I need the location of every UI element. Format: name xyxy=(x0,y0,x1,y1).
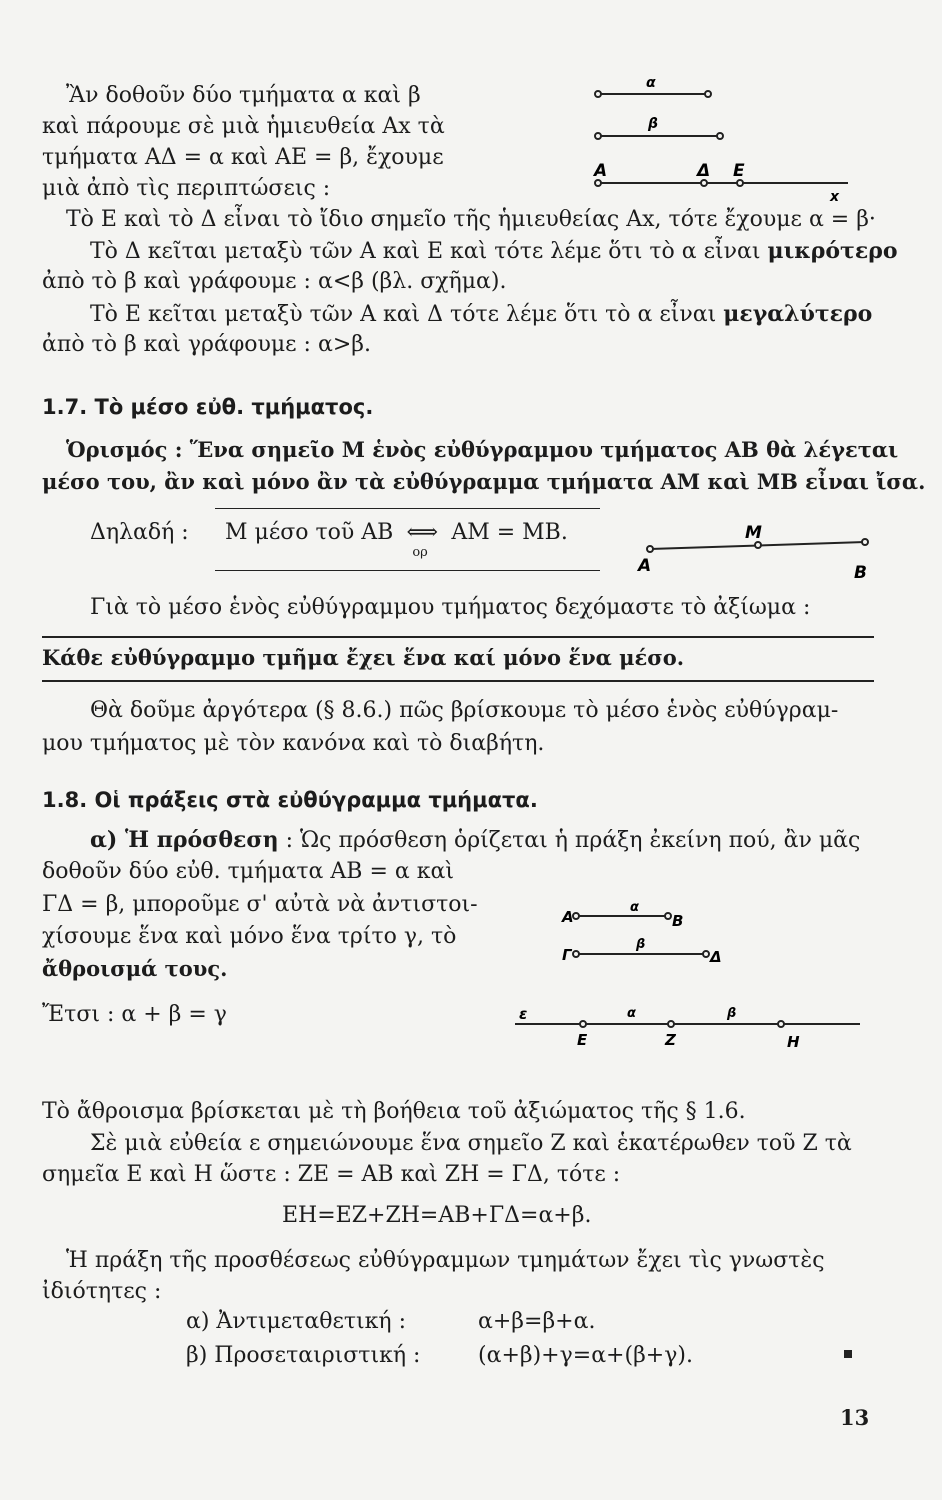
bold-smaller: μικρότερο xyxy=(767,238,898,264)
fig3-label-D: Δ xyxy=(710,948,722,966)
fig3-label-a: α xyxy=(630,900,639,915)
commutative-label: α) Ἀντιμεταθετική : xyxy=(186,1309,406,1334)
fig4-label-H: Η xyxy=(787,1033,800,1051)
intro-line-2: καὶ πάρουμε σὲ μιὰ ἡμιευθεία Ax τὰ xyxy=(42,114,445,139)
axiom-statement: Κάθε εὐθύγραμμο τμῆμα ἔχει ἕνα καί μόνο ἕνα μέσο. xyxy=(42,645,685,670)
addition-line-4: χίσουμε ἕνα καὶ μόνο ἕνα τρίτο γ, τὸ xyxy=(42,924,457,949)
intro-line-3: τμήματα ΑΔ = α καὶ ΑΕ = β, ἔχουμε xyxy=(42,145,444,170)
fig2-label-B: Β xyxy=(854,563,867,583)
iff-label: ορ xyxy=(412,545,428,560)
fig2-label-A: Α xyxy=(638,556,652,576)
axiom-intro: Γιὰ τὸ μέσο ἑνὸς εὐθύγραμμου τμήματος δεχόμαστε τὸ ἀξίωμα : xyxy=(90,595,811,620)
addition-line-2: δοθοῦν δύο εὐθ. τμήματα ΑΒ = α καὶ xyxy=(42,859,454,884)
later-line-1: Θὰ δοῦμε ἀργότερα (§ 8.6.) πῶς βρίσκουμε τὸ μέσο ἑνὸς εὐθύγραμ- xyxy=(90,698,839,723)
properties-line-1: Ἡ πράξη τῆς προσθέσεως εὐθύγραμμων τμημάτων ἔχει τὶς γνωστὲς xyxy=(66,1248,825,1273)
addition-line-3: ΓΔ = β, μποροῦμε σ' αὐτὰ νὰ ἀντιστοι- xyxy=(42,892,478,917)
formula-bottom-rule xyxy=(215,570,600,571)
iff-arrow: ⟺ xyxy=(406,520,439,545)
section-1-7-heading: 1.7. Τὸ μέσο εὐθ. τμήματος. xyxy=(42,395,374,419)
fig1-label-b: β xyxy=(648,116,659,132)
figure-sum-line xyxy=(515,1005,865,1055)
namely-label: Δηλαδή : xyxy=(90,520,189,545)
sum-line-3: σημεῖα Ε καὶ Η ὥστε : ΖΕ = ΑΒ καὶ ΖΗ = ΓΔ, τότε : xyxy=(42,1162,621,1187)
fig3-label-A: Α xyxy=(562,908,574,926)
properties-line-2: ἰδιότητες : xyxy=(42,1279,162,1304)
section-1-8-heading: 1.8. Οἱ πράξεις στὰ εὐθύγραμμα τμήματα. xyxy=(42,788,538,812)
intro-line-8: Τὸ Ε κεῖται μεταξὺ τῶν Α καὶ Δ τότε λέμε ὅτι τὸ α εἶναι μεγαλύτερο xyxy=(90,301,873,327)
addition-title: α) Ἡ πρόσθεση xyxy=(90,827,279,853)
later-line-2: μου τμήματος μὲ τὸν κανόνα καὶ τὸ διαβήτη. xyxy=(42,731,545,756)
fig1-label-D: Δ xyxy=(697,161,711,181)
end-mark xyxy=(844,1350,852,1358)
fig3-label-B: Β xyxy=(672,912,684,930)
midpoint-formula: Μ μέσο τοῦ ΑΒ ⟺ ορ ΑΜ = ΜΒ. xyxy=(225,519,568,547)
axiom-bottom-rule xyxy=(42,680,874,682)
fig1-label-x: x xyxy=(830,189,840,205)
intro-line-4: μιὰ ἀπὸ τὶς περιπτώσεις : xyxy=(42,176,331,201)
fig4-label-e: ε xyxy=(519,1005,528,1023)
intro-line-6: Τὸ Δ κεῖται μεταξὺ τῶν Α καὶ Ε καὶ τότε λέμε ὅτι τὸ α εἶναι μικρότερο xyxy=(90,238,898,264)
formula-top-rule xyxy=(215,508,600,509)
fig1-label-E: Ε xyxy=(733,161,745,181)
fig4-label-E: Ε xyxy=(577,1031,588,1049)
fig3-label-b: β xyxy=(636,937,646,952)
fig4-label-b: β xyxy=(727,1006,737,1021)
bold-greater: μεγαλύτερο xyxy=(723,301,873,327)
sum-line-1: Τὸ ἄθροισμα βρίσκεται μὲ τὴ βοήθεια τοῦ ἀξιώματος τῆς § 1.6. xyxy=(42,1099,746,1124)
addition-line-5: ἄθροισμά τους. xyxy=(42,956,228,981)
fig2-label-M: Μ xyxy=(745,523,762,543)
intro-line-7: ἀπὸ τὸ β καὶ γράφουμε : α<β (βλ. σχῆμα). xyxy=(42,269,507,294)
intro-line-5: Τὸ Ε καὶ τὸ Δ εἶναι τὸ ἴδιο σημεῖο τῆς ἡμιευθείας Ax, τότε ἔχουμε α = β· xyxy=(66,207,876,232)
definition-line-2: μέσο του, ἂν καὶ μόνο ἂν τὰ εὐθύγραμμα τμήματα ΑΜ καὶ ΜΒ εἶναι ἴσα. xyxy=(42,469,926,494)
fig4-label-Z: Ζ xyxy=(665,1031,676,1049)
definition-line-1: Ὁρισμός : Ἕνα σημεῖο Μ ἑνὸς εὐθύγραμμου τμήματος ΑΒ θὰ λέγεται xyxy=(66,437,899,462)
figure-midpoint xyxy=(630,524,880,584)
fig1-label-A: Α xyxy=(594,161,608,181)
thus-formula: Ἔτσι : α + β = γ xyxy=(42,1002,227,1027)
sum-equation: ΕΗ=ΕΖ+ΖΗ=ΑΒ+ΓΔ=α+β. xyxy=(282,1203,592,1228)
intro-line-1: Ἂν δοθοῦν δύο τμήματα α καὶ β xyxy=(66,83,421,108)
fig3-label-G: Γ xyxy=(562,946,572,964)
fig4-label-a: α xyxy=(627,1006,636,1021)
sum-line-2: Σὲ μιὰ εὐθεία ε σημειώνουμε ἕνα σημεῖο Ζ καὶ ἑκατέρωθεν τοῦ Ζ τὰ xyxy=(90,1131,852,1156)
commutative-equation: α+β=β+α. xyxy=(478,1309,596,1334)
page-number: 13 xyxy=(840,1405,870,1430)
intro-line-9: ἀπὸ τὸ β καὶ γράφουμε : α>β. xyxy=(42,332,371,357)
addition-line-1: α) Ἡ πρόσθεση : Ὡς πρόσθεση ὁρίζεται ἡ πράξη ἐκείνη πού, ἂν μᾶς xyxy=(90,827,861,853)
fig1-label-a: α xyxy=(646,75,656,91)
figure-two-segments xyxy=(560,898,760,973)
axiom-top-rule xyxy=(42,636,874,638)
associative-equation: (α+β)+γ=α+(β+γ). xyxy=(478,1343,693,1368)
figure-segments-comparison xyxy=(590,70,860,205)
associative-label: β) Προσεταιριστική : xyxy=(186,1343,421,1368)
